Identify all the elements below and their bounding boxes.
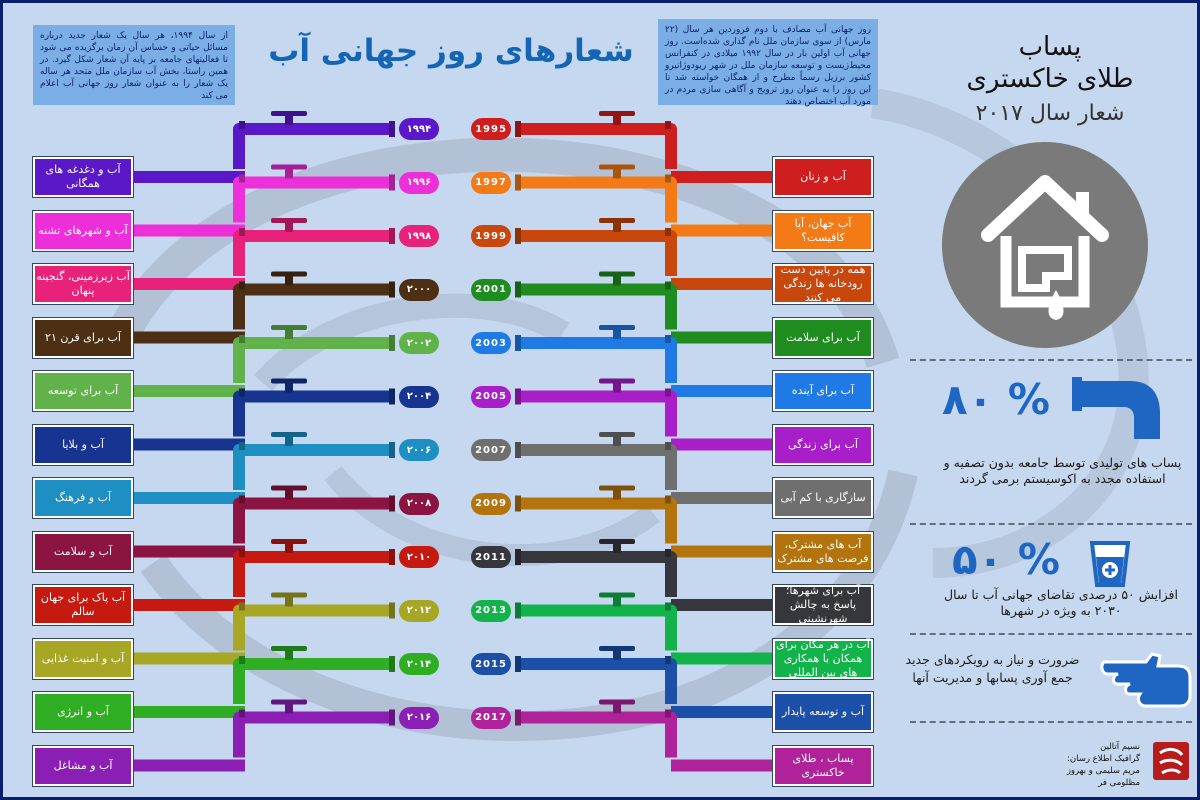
stat1-value: ۸۰ % bbox=[942, 375, 1050, 424]
right-slogan-4: آب برای سلامت bbox=[773, 318, 873, 358]
stat1-text: پساب های تولیدی توسط جامعه بدون تصفیه و استفاده مجدد به اکوسیستم برمی گردند bbox=[943, 455, 1182, 486]
right-year-badge-5: 2003 bbox=[471, 332, 511, 354]
right-year-badge-7: 2007 bbox=[471, 439, 511, 461]
right-slogan-2: آب جهان، آیا کافیست؟ bbox=[773, 211, 873, 251]
right-slogan-8: آب های مشترک، فرصت های مشترک bbox=[773, 532, 873, 572]
left-slogan-5: آب برای توسعه bbox=[33, 371, 133, 411]
left-year-badge-6: ۲۰۰۴ bbox=[399, 386, 439, 408]
right-year-badge-1: 1995 bbox=[471, 118, 511, 140]
right-year-badge-4: 2001 bbox=[471, 279, 511, 301]
sidebar-heading-line3: شعار سال ۲۰۱۷ bbox=[975, 101, 1125, 126]
glass-plus-icon bbox=[1088, 539, 1132, 589]
left-year-badge-8: ۲۰۰۸ bbox=[399, 493, 439, 515]
right-slogan-1: آب و زنان bbox=[773, 157, 873, 197]
credit-line1: نسیم آتالین bbox=[1100, 742, 1140, 752]
pointing-hand-icon bbox=[1100, 648, 1195, 710]
page-title: شعارهای روز جهانی آب bbox=[268, 33, 634, 69]
pipe-icon bbox=[1070, 373, 1166, 443]
right-year-badge-6: 2005 bbox=[471, 386, 511, 408]
left-year-badge-9: ۲۰۱۰ bbox=[399, 546, 439, 568]
left-year-badge-11: ۲۰۱۴ bbox=[399, 653, 439, 675]
left-year-badge-10: ۲۰۱۲ bbox=[399, 600, 439, 622]
right-slogan-3: همه در پایین دست رودخانه ها زندگی می کنند bbox=[773, 264, 873, 304]
right-slogan-11: آب و توسعه پایدار bbox=[773, 692, 873, 732]
sidebar bbox=[900, 3, 1200, 797]
point-text: ضرورت و نیاز به رویکردهای جدید جمع آوری پسابها و مدیریت آنها bbox=[905, 652, 1080, 685]
left-slogan-2: آب و شهرهای تشنه bbox=[33, 211, 133, 251]
left-pipe-1 bbox=[133, 111, 395, 183]
right-slogan-10: آب در هر مکان برای همکان با همکاری های بین المللی bbox=[773, 639, 873, 679]
right-slogan-9: آب برای شهرها؛ پاسخ به چالش شهرنشینی bbox=[773, 585, 873, 625]
left-slogan-3: آب زیرزمینی، گنجینه پنهان bbox=[33, 264, 133, 304]
left-year-badge-1: ۱۹۹۴ bbox=[399, 118, 439, 140]
sidebar-heading-line2: طلای خاکستری bbox=[966, 64, 1134, 94]
logo-icon bbox=[1152, 741, 1190, 781]
left-year-badge-5: ۲۰۰۲ bbox=[399, 332, 439, 354]
stat2-value: ۵۰ % bbox=[952, 535, 1060, 584]
right-slogan-6: آب برای زندگی bbox=[773, 425, 873, 465]
right-year-badge-2: 1997 bbox=[471, 172, 511, 194]
left-year-badge-3: ۱۹۹۸ bbox=[399, 225, 439, 247]
right-year-badge-11: 2015 bbox=[471, 653, 511, 675]
stat2-text: افزایش ۵۰ درصدی تقاضای جهانی آب تا سال ۲۰۳۰ به ویژه در شهرها bbox=[944, 587, 1178, 618]
left-slogan-6: آب و بلایا bbox=[33, 425, 133, 465]
intro-note-left: از سال ۱۹۹۴، هر سال یک شعار جدید درباره مسائل حیاتی و حساس آن زمان برگزیده می شود تا فعالیتهای جامعه بر پایه آن شعار شکل گیرد. در همین راستا، بخش آب سازمان ملل متحد هر ساله یک شعار را به عنوان شعار روز جهانی آب اعلام می کند bbox=[33, 25, 235, 105]
left-slogan-8: آب و سلامت bbox=[33, 532, 133, 572]
credits bbox=[1040, 741, 1140, 789]
right-slogan-5: آب برای آینده bbox=[773, 371, 873, 411]
left-slogan-1: آب و دغدغه های همگانی bbox=[33, 157, 133, 197]
right-year-badge-12: 2017 bbox=[471, 707, 511, 729]
left-year-badge-12: ۲۰۱۶ bbox=[399, 707, 439, 729]
left-slogan-12: آب و مشاغل bbox=[33, 746, 133, 786]
left-slogan-4: آب برای قرن ۲۱ bbox=[33, 318, 133, 358]
right-pipe-1 bbox=[515, 111, 773, 183]
left-slogan-11: آب و انرژی bbox=[33, 692, 133, 732]
right-slogan-12: پساب ، طلای خاکستری bbox=[773, 746, 873, 786]
house-tap-icon bbox=[930, 140, 1160, 350]
right-year-badge-3: 1999 bbox=[471, 225, 511, 247]
left-slogan-7: آب و فرهنگ bbox=[33, 478, 133, 518]
sidebar-heading-line1: پساب bbox=[1018, 32, 1082, 62]
right-year-badge-9: 2011 bbox=[471, 546, 511, 568]
left-slogan-9: آب پاک برای جهان سالم bbox=[33, 585, 133, 625]
credit-line3: مریم سلیمی و بهروز مظلومی فر bbox=[1066, 766, 1140, 788]
left-year-badge-2: ۱۹۹۶ bbox=[399, 172, 439, 194]
left-slogan-10: آب و امنیت غذایی bbox=[33, 639, 133, 679]
left-year-badge-7: ۲۰۰۶ bbox=[399, 439, 439, 461]
credit-line2: گرافیک اطلاع رسان: bbox=[1067, 754, 1140, 764]
right-slogan-7: سازگاری با کم آبی bbox=[773, 478, 873, 518]
right-year-badge-10: 2013 bbox=[471, 600, 511, 622]
left-year-badge-4: ۲۰۰۰ bbox=[399, 279, 439, 301]
intro-note-right: روز جهانی آب مصادف با دوم فروردین هر سال (۲۲ مارس) از سوی سازمان ملل نام گذاری شده‌است. روز جهانی آب اولین بار در سال ۱۹۹۲ میلادی در کنفرانس محیط‌زیست و توسعه سازمان ملل در شهر ریودوژانیرو کشور برزیل رسماً مطرح و از همگان خواسته شد تا این روز را به عنوان روز ترویج و آگاهی سازی مردم در مورد آب اختصاص دهند bbox=[658, 19, 878, 105]
right-year-badge-8: 2009 bbox=[471, 493, 511, 515]
